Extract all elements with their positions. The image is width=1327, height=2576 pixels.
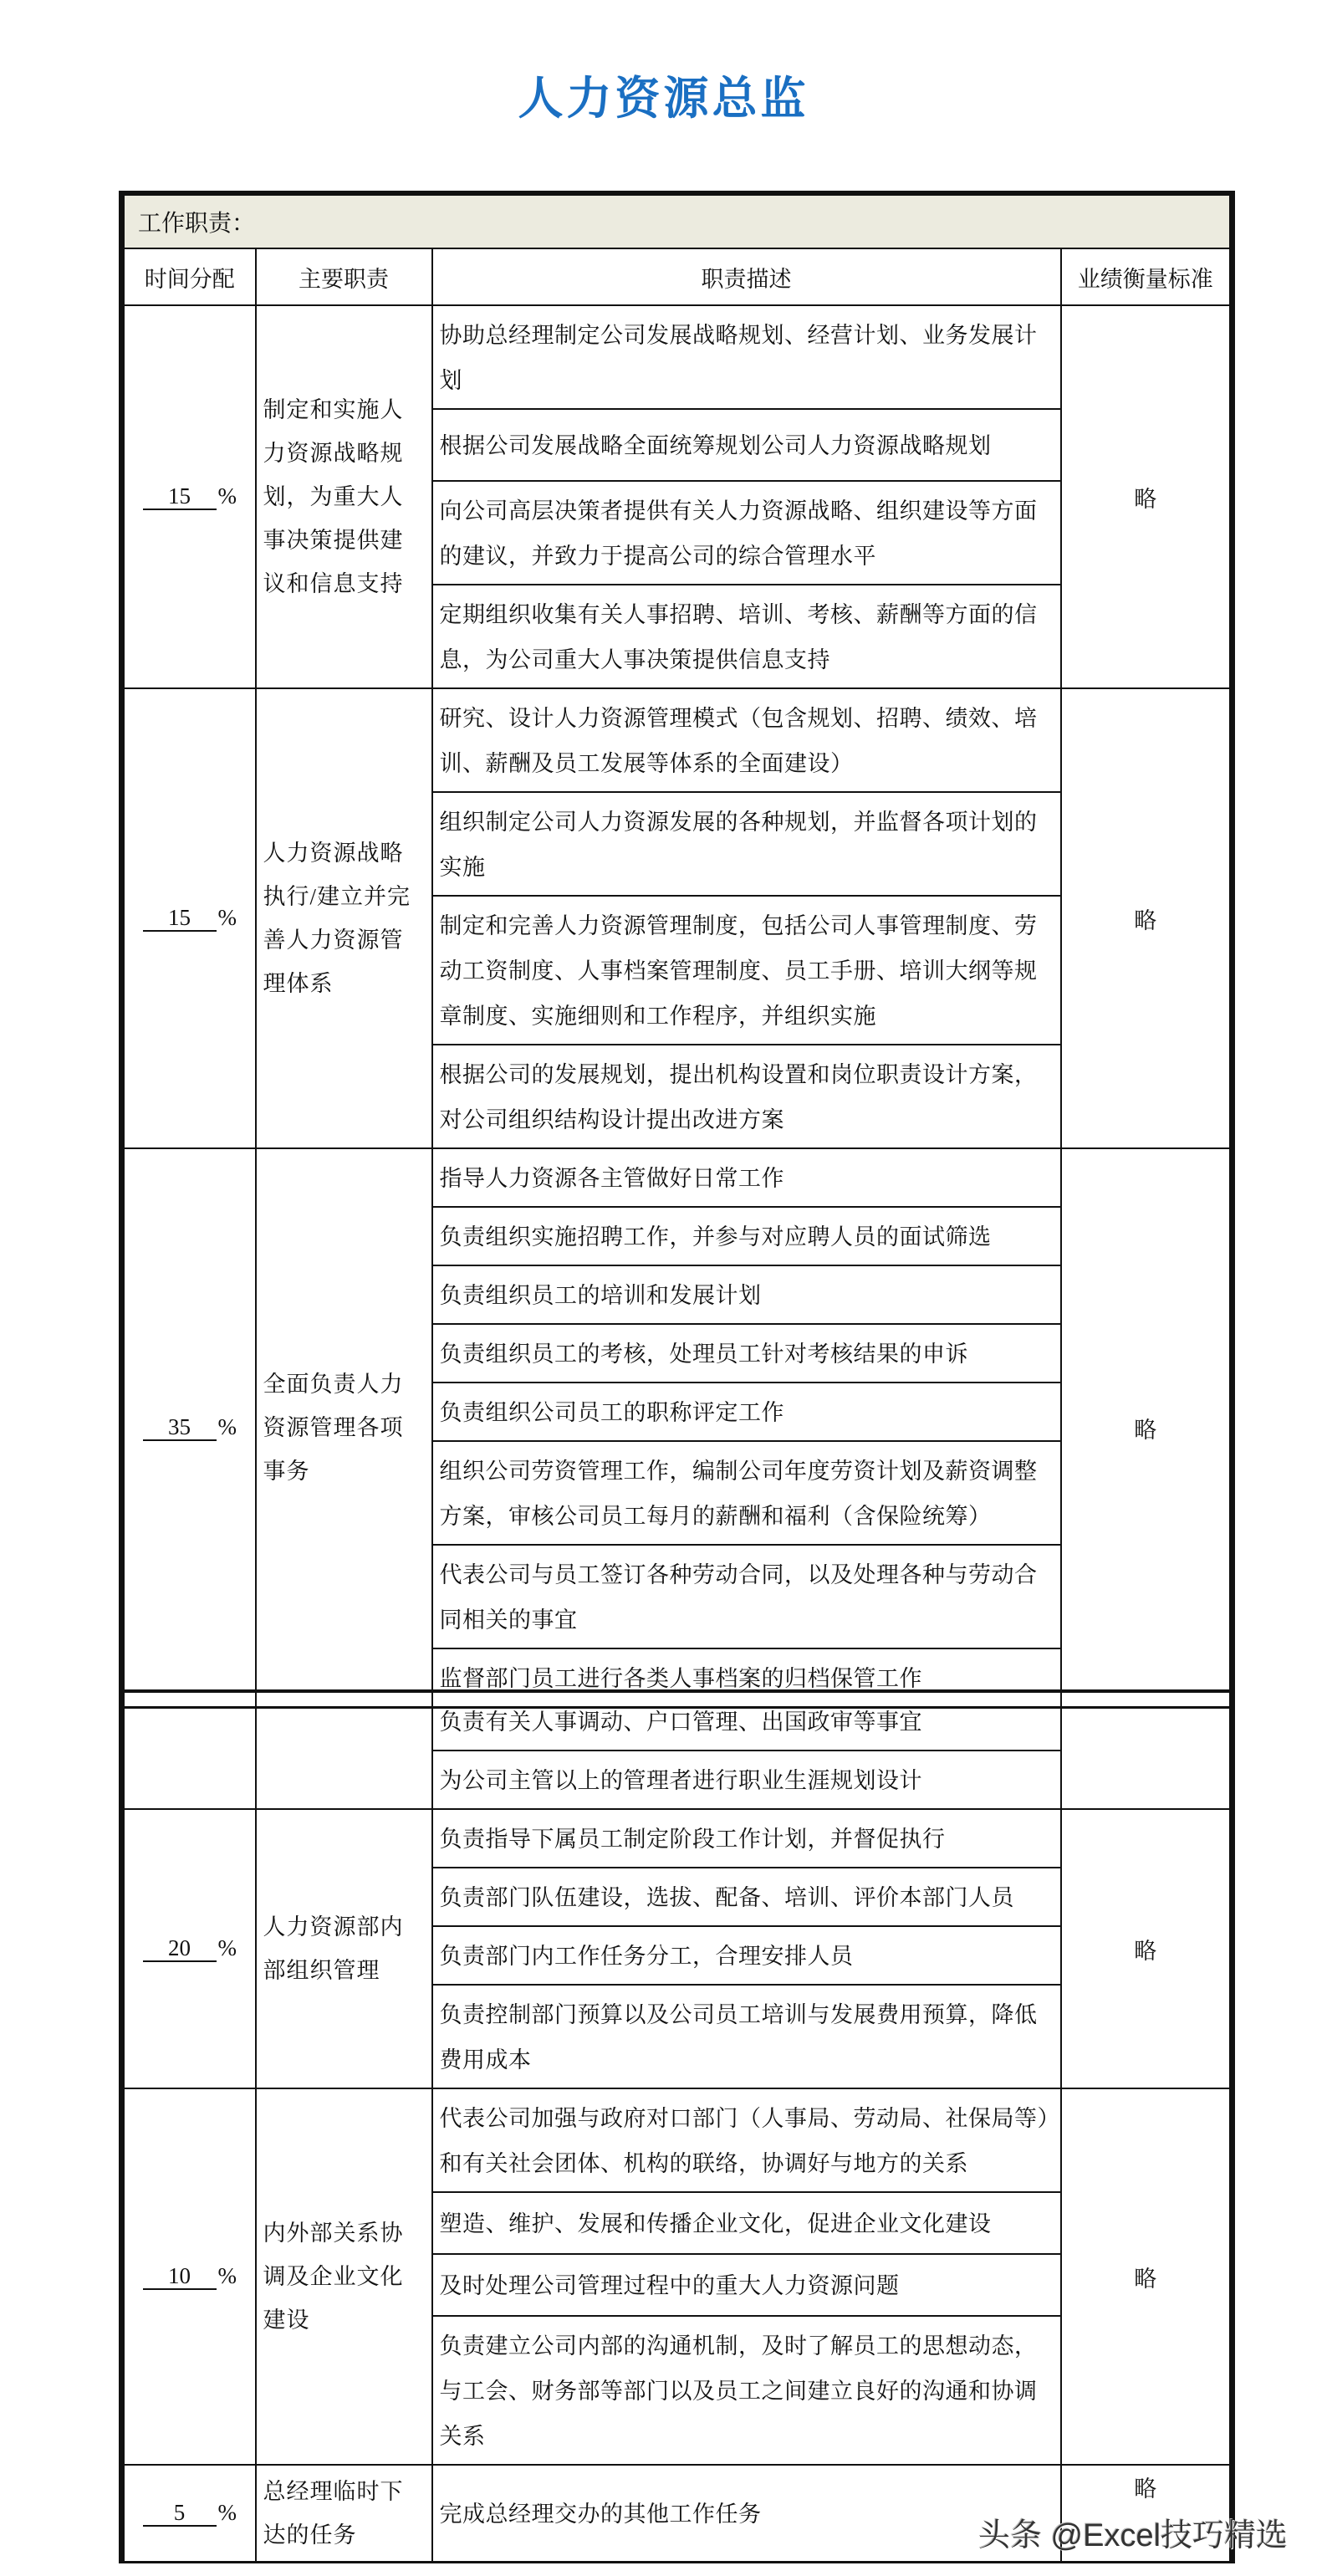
duty-description: 负责建立公司内部的沟通机制，及时了解员工的思想动态，与工会、财务部等部门以及员工之间建立良好的沟通和协调关系 xyxy=(432,2316,1061,2465)
performance-standard-cell: 略 xyxy=(1061,688,1233,1148)
duty-description: 协助总经理制定公司发展战略规划、经营计划、业务发展计划 xyxy=(432,305,1061,409)
duty-description: 根据公司发展战略全面统筹规划公司人力资源战略规划 xyxy=(432,409,1061,481)
duty-description: 负责组织员工的培训和发展计划 xyxy=(432,1265,1061,1324)
time-allocation-cell-continued xyxy=(122,1691,256,1809)
duty-row xyxy=(122,1691,1233,1751)
main-duty-cell: 制定和实施人力资源战略规划，为重大人事决策提供建议和信息支持 xyxy=(256,305,432,688)
duty-description: 定期组织收集有关人事招聘、培训、考核、薪酬等方面的信息，为公司重大人事决策提供信息支持 xyxy=(432,585,1061,688)
percent-sign: % xyxy=(217,1414,237,1439)
performance-standard-cell: 略 xyxy=(1061,1809,1233,2088)
section-label: 工作职责： xyxy=(122,193,1233,248)
duty-description: 指导人力资源各主管做好日常工作 xyxy=(432,1148,1061,1207)
main-duty-cell: 总经理临时下达的任务 xyxy=(256,2465,432,2563)
percent-value: 5 xyxy=(143,2500,217,2527)
percent-sign: % xyxy=(217,2263,237,2288)
duty-description: 完成总经理交办的其他工作任务 xyxy=(432,2465,1061,2563)
duties-table-page-1 xyxy=(119,191,1235,1709)
duty-row xyxy=(122,2088,1233,2192)
duty-description: 向公司高层决策者提供有关人力资源战略、组织建设等方面的建议，并致力于提高公司的综合管理水平 xyxy=(432,481,1061,585)
duty-description: 监督部门员工进行各类人事档案的归档保管工作 xyxy=(432,1648,1061,1708)
duty-description: 制定和完善人力资源管理制度，包括公司人事管理制度、劳动工资制度、人事档案管理制度、员工手册、培训大纲等规章制度、实施细则和工作程序，并组织实施 xyxy=(432,896,1061,1045)
header-main-duty: 主要职责 xyxy=(256,248,432,305)
duty-description: 负责部门队伍建设，选拔、配备、培训、评价本部门人员 xyxy=(432,1868,1061,1926)
duty-description: 负责指导下属员工制定阶段工作计划，并督促执行 xyxy=(432,1809,1061,1868)
percent-value: 10 xyxy=(143,2263,217,2290)
column-header-row xyxy=(122,248,1233,305)
duty-description: 负责组织公司员工的职称评定工作 xyxy=(432,1383,1061,1441)
duty-description: 及时处理公司管理过程中的重大人力资源问题 xyxy=(432,2254,1061,2316)
main-duty-cell: 人力资源战略执行/建立并完善人力资源管理体系 xyxy=(256,688,432,1148)
percent-value: 35 xyxy=(143,1414,217,1441)
performance-standard-cell: 略 xyxy=(1061,1148,1233,1708)
duty-description: 负责控制部门预算以及公司员工培训与发展费用预算，降低费用成本 xyxy=(432,1985,1061,2088)
duty-row xyxy=(122,688,1233,792)
percent-value: 15 xyxy=(143,483,217,510)
duties-table-page-2 xyxy=(119,1689,1235,2563)
duty-description: 代表公司与员工签订各种劳动合同，以及处理各种与劳动合同相关的事宜 xyxy=(432,1545,1061,1648)
time-allocation-cell xyxy=(122,2088,256,2465)
time-allocation-cell xyxy=(122,1809,256,2088)
duty-description: 负责部门内工作任务分工，合理安排人员 xyxy=(432,1926,1061,1985)
percent-sign: % xyxy=(217,483,237,509)
duty-description: 代表公司加强与政府对口部门（人事局、劳动局、社保局等）和有关社会团体、机构的联络，协调好与地方的关系 xyxy=(432,2088,1061,2192)
duty-description: 为公司主管以上的管理者进行职业生涯规划设计 xyxy=(432,1751,1061,1809)
duty-description: 负责组织实施招聘工作，并参与对应聘人员的面试筛选 xyxy=(432,1207,1061,1265)
duty-row xyxy=(122,305,1233,409)
time-allocation-cell xyxy=(122,688,256,1148)
performance-standard-cell: 略 xyxy=(1061,2465,1233,2563)
percent-value: 20 xyxy=(143,1935,217,1962)
duty-row xyxy=(122,1809,1233,1868)
main-duty-cell: 人力资源部内部组织管理 xyxy=(256,1809,432,2088)
section-header-row xyxy=(122,193,1233,248)
watermark: 头条 @Excel技巧精选 xyxy=(978,2518,1289,2553)
main-duty-cell: 全面负责人力资源管理各项事务 xyxy=(256,1148,432,1708)
main-duty-cell-continued xyxy=(256,1691,432,1809)
duty-description: 塑造、维护、发展和传播企业文化，促进企业文化建设 xyxy=(432,2192,1061,2254)
performance-standard-cell: 略 xyxy=(1061,305,1233,688)
header-performance-standard: 业绩衡量标准 xyxy=(1061,248,1233,305)
percent-sign: % xyxy=(217,905,237,930)
performance-standard-cell: 略 xyxy=(1061,2088,1233,2465)
duty-row xyxy=(122,1148,1233,1207)
time-allocation-cell xyxy=(122,305,256,688)
duty-description: 负责组织员工的考核，处理员工针对考核结果的申诉 xyxy=(432,1324,1061,1383)
duty-description: 研究、设计人力资源管理模式（包含规划、招聘、绩效、培训、薪酬及员工发展等体系的全面建设） xyxy=(432,688,1061,792)
header-duty-description: 职责描述 xyxy=(432,248,1061,305)
duty-description: 负责有关人事调动、户口管理、出国政审等事宜 xyxy=(432,1691,1061,1751)
performance-standard-cell-continued xyxy=(1061,1691,1233,1809)
header-time-allocation: 时间分配 xyxy=(122,248,256,305)
duty-description: 根据公司的发展规划，提出机构设置和岗位职责设计方案，对公司组织结构设计提出改进方案 xyxy=(432,1045,1061,1148)
percent-value: 15 xyxy=(143,905,217,932)
duty-description: 组织公司劳资管理工作，编制公司年度劳资计划及薪资调整方案，审核公司员工每月的薪酬和福利（含保险统筹） xyxy=(432,1441,1061,1545)
main-duty-cell: 内外部关系协调及企业文化建设 xyxy=(256,2088,432,2465)
percent-sign: % xyxy=(217,1935,237,1960)
duty-description: 组织制定公司人力资源发展的各种规划，并监督各项计划的实施 xyxy=(432,792,1061,896)
time-allocation-cell xyxy=(122,2465,256,2563)
page-title: 人力资源总监 xyxy=(518,74,809,124)
time-allocation-cell xyxy=(122,1148,256,1708)
percent-sign: % xyxy=(217,2500,237,2525)
